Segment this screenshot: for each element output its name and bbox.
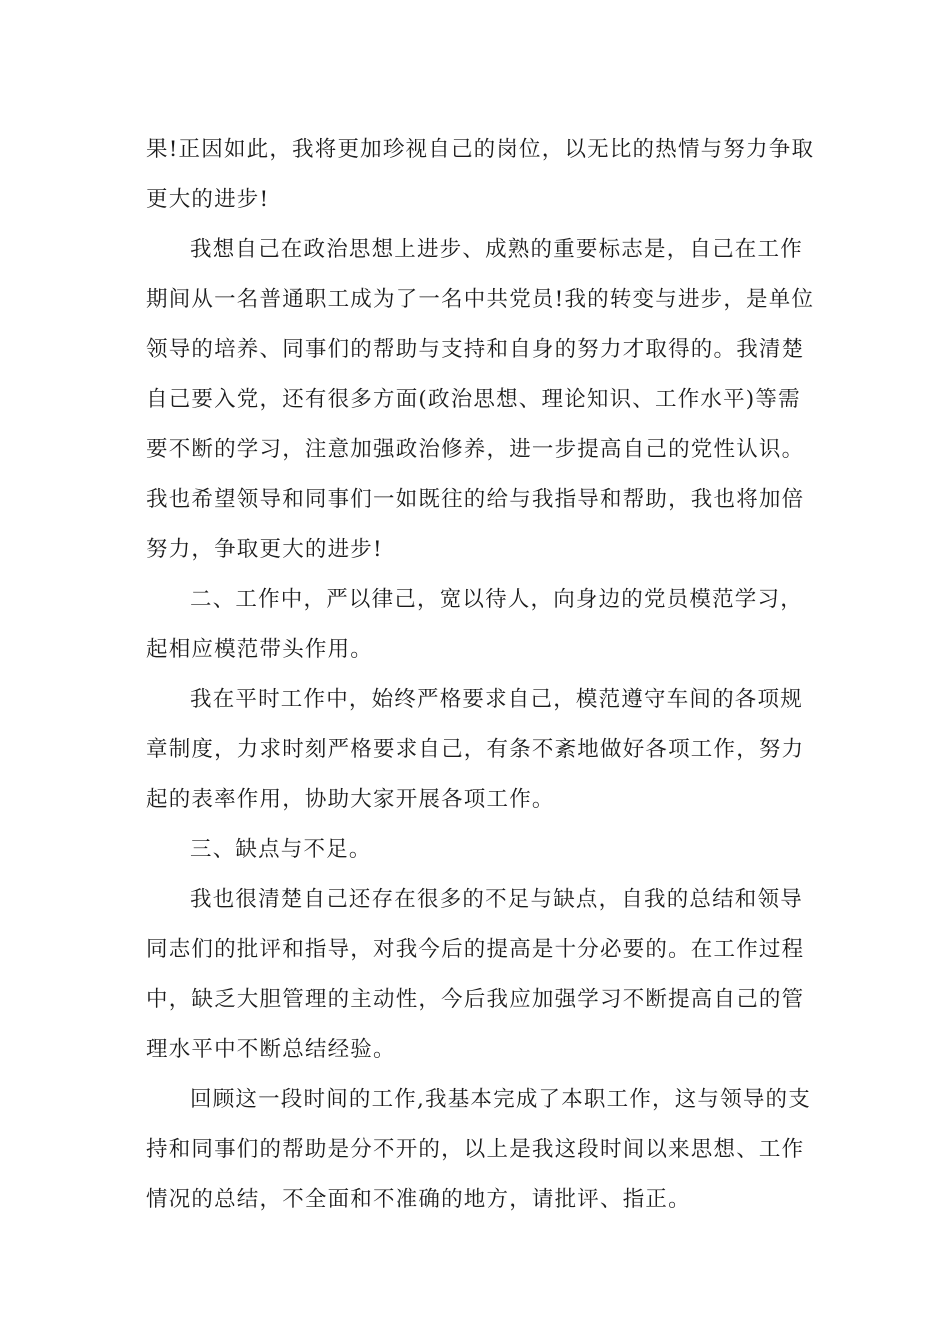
text-line: 自己要入党，还有很多方面(政治思想、理论知识、工作水平)等需 [146,387,801,412]
section-heading-continued: 起相应模范带头作用。 [146,637,374,662]
paragraph-first-line: 我也很清楚自己还存在很多的不足与缺点，自我的总结和领导 [190,887,803,912]
section-heading: 三、缺点与不足。 [190,837,372,862]
section-heading: 二、工作中，严以律己，宽以待人，向身边的党员模范学习， [190,587,803,612]
paragraph-first-line: 我想自己在政治思想上进步、成熟的重要标志是，自己在工作 [190,237,803,262]
paragraph-first-line: 我在平时工作中，始终严格要求自己，模范遵守车间的各项规 [190,687,803,712]
text-line: 章制度，力求时刻严格要求自己，有条不紊地做好各项工作，努力 [146,737,805,762]
text-line: 持和同事们的帮助是分不开的，以上是我这段时间以来思想、工作 [146,1137,805,1162]
text-line: 领导的培养、同事们的帮助与支持和自身的努力才取得的。我清楚 [146,337,805,362]
text-line: 中，缺乏大胆管理的主动性，今后我应加强学习不断提高自己的管 [146,987,805,1012]
text-line: 我也希望领导和同事们一如既往的给与我指导和帮助，我也将加倍 [146,487,805,512]
text-line: 同志们的批评和指导，对我今后的提高是十分必要的。在工作过程 [146,937,805,962]
text-line: 努力，争取更大的进步! [146,537,383,562]
text-line: 起的表率作用，协助大家开展各项工作。 [146,787,555,812]
text-line: 果!正因如此，我将更加珍视自己的岗位，以无比的热情与努力争取 [146,137,815,162]
text-line: 要不断的学习，注意加强政治修养，进一步提高自己的党性认识。 [146,437,805,462]
text-line: 理水平中不断总结经验。 [146,1037,396,1062]
text-line: 期间从一名普通职工成为了一名中共党员!我的转变与进步，是单位 [146,287,815,312]
text-line: 情况的总结，不全面和不准确的地方，请批评、指正。 [146,1187,691,1212]
paragraph-first-line: 回顾这一段时间的工作,我基本完成了本职工作，这与领导的支 [190,1087,811,1112]
text-line: 更大的进步! [146,187,270,212]
